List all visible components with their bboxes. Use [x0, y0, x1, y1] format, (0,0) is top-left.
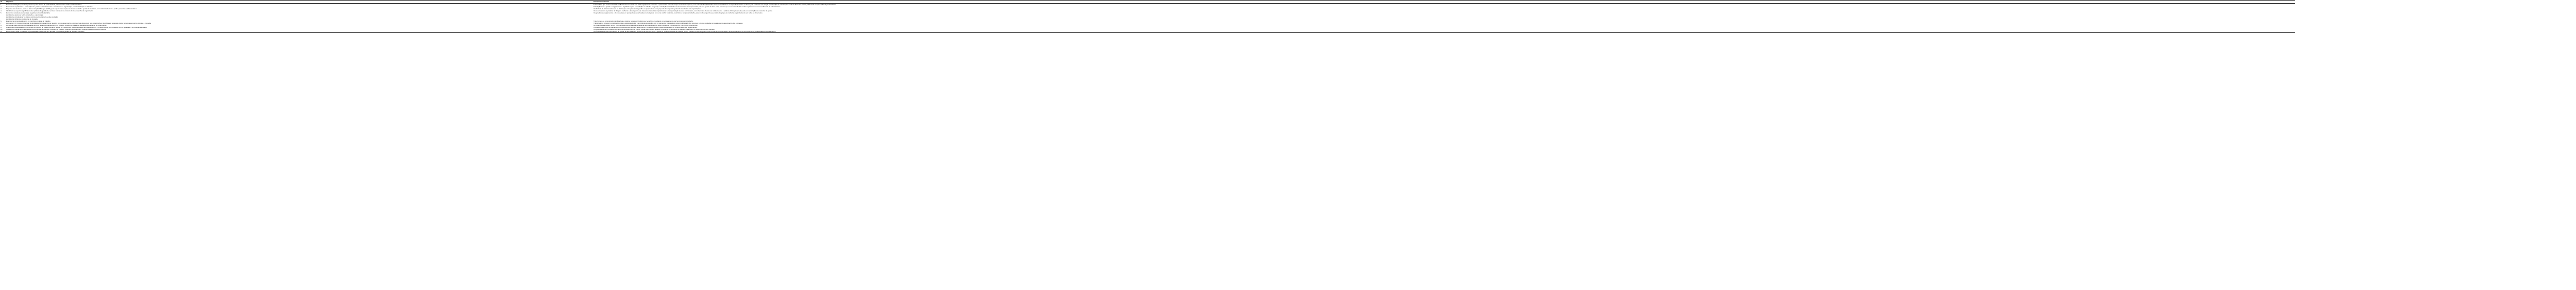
row-result: Tudo formas de comunicação significativas e práticas para gerar confiança e benefícios, resultando no engajamento dos funcionários no trabalho. [594, 20, 693, 22]
row-objective: Investigar a relação entre adequação de demandas ambientais, pessoas de trabalho, relações significativas e características do ambiente laboral [6, 28, 106, 30]
table-body [0, 4, 2295, 33]
header-number: Nº [0, 1, 6, 4]
row-number: 2. [1, 6, 2, 8]
row-result: Os 5 níveis do HCM reconhecem as diferenças entre práticas da gestão em perspectivas e no papel do desempenho, juntando resultados das organizações. [594, 8, 701, 10]
row-objective: Apresentar: (i) Uma compreensão da Estratégia Empresarial e as relações com o desempenho e os recursos disponíveis nas organizações, identificando possíveis efeitos para o desempenho global e a inovação [6, 22, 151, 24]
row-number: 5. [1, 12, 2, 14]
row-number: 8. [1, 24, 2, 26]
row-result: Integração de equipamentos e de inovações em perspectivas e de funções tecnológicas, com uma melhor eficiência, reduzindo o tempo de trabalho, para um desempenho que reflete do grupo de melhorias organizacionais em todas as dimensões. [594, 12, 763, 14]
row-number: 10. [1, 28, 3, 30]
row-number: 11. [0, 30, 6, 33]
objectives-results-table [0, 0, 2295, 33]
row-objective: Accentuar quais estratégicas baseadas da força ativa dos colaboradores no trabalho, e atuar na prática de atividades de inovação da organização [6, 24, 107, 26]
header-results: Principais resultados [593, 1, 2295, 4]
row-result: Trabalhadores fornecem uma ligação entre a estratégia de RH e as práticas de gestão, com os elementos significativos para produtividade dos recursos, e com a produção por qualidade no desempenho das empresas. [594, 22, 743, 24]
row-number: 4. [1, 10, 2, 12]
row-objective: Explorar a sociedade de inovação sugerida no local de trabalho; identificar e descrever sobre o trabalho e a tecnologia; identificar e correlacionar os fatores técnicos entre trabalho e alta produção; identificar a influência profissional de inovação [6, 12, 59, 20]
row-objective: Explorar estratégias que ainda possuem poder latente de produtividade, relacionado à saúde dos funcionários [6, 4, 82, 6]
row-number: 6. [1, 20, 2, 22]
table-row [0, 30, 2295, 33]
row-number: 7. [1, 22, 2, 24]
row-number: 9. [1, 26, 2, 28]
row-objective: Identificar os aspectos significativos das práticas de gestão de recursos humanos no contexto do desempenho da organização [6, 10, 93, 12]
row-result: A relação positiva que a seleção dos profissionais tem sobre o desempenho, considerando-se o papel da liderança no contexto atual das organizações. [594, 26, 698, 28]
table-row [0, 12, 2295, 20]
row-result: Os recursos com as práticas de RH para melhorar o desempenho são baseados na cultura organizacional e na organização de seus funcionários, com diferentes efeitos nos colaboradores e práticas. Perceptivamente está em construção dos métodos de gestão. [594, 10, 773, 12]
row-objective: Explorar bem-estar no trabalho e produtividade na COVID-19 e apontar a política de gestão de recursos humanos [6, 30, 593, 33]
row-result: Funcionários que sentem atividade profissional é bem-estar são mais engajamento e rendem e promoverão por mais tempo na mesma empresa, com maior dedicação familiar. O bem-estar físico é um ingrediente chave na busca pela eficiência com ampla participação na manutenção em 2 de diferentes formas, atribuindo compreensão da produtividade. [594, 4, 837, 6]
row-result: As organizações podem focar a movimentação da participação e inovação dos trabalhadores para impulsionar o desempenho, com novas experiências. [594, 24, 698, 26]
row-objective: Examinar a comunicação entre os membros no local de trabalho [6, 20, 50, 22]
row-result: Os gestores devem considerar que a implementação de uma melhor gestão vai envolver desafios e inovação no ambiente de trabalho para obter um desempenho mais elevado. [594, 28, 715, 30]
row-number: 1. [1, 4, 2, 6]
row-objective: Analisar as possibilidades provenientes do Instituto de Capital Humano, Escala de Liderança e Sustentabilidade para trabalhadores e o desempenho, comprovando com a qualidade e a produção esperada [6, 26, 147, 28]
row-result: Satisfação com a gestão e engajamento e significativo para a satisfação no trabalho em geral; a satisfação no trabalho dos funcionários é comprometida pela boa gestão de bem-estar, mesmo que o bem-estar de fato tenha impacto menor e sem influência de outros fatores. [594, 6, 781, 8]
row-objective: Explorar as experiências e percepções de gestão dos treinamentos e mudanças na organização para a satisfação no trabalho [6, 6, 93, 8]
row-number: 3. [1, 8, 2, 10]
header-objectives: Objetivos [6, 1, 593, 4]
row-objective: Propor e desenvolver a partir do Human Capital Manager (HCM), para sugerir como apoiar os níveis de HCM e gestão de métricas, em conformidade com o perfil e potencial dos funcionários [6, 8, 137, 10]
row-result: Um dos desafios mais importantes da gestão de RH durante a pandemia de COVID-19 foi o ajuste às novas condições de trabalho, com o trabalho remoto exigindo novas formas de comunicação e acompanhamento do bem-estar e da produtividade dos funcionários. [593, 30, 2295, 33]
